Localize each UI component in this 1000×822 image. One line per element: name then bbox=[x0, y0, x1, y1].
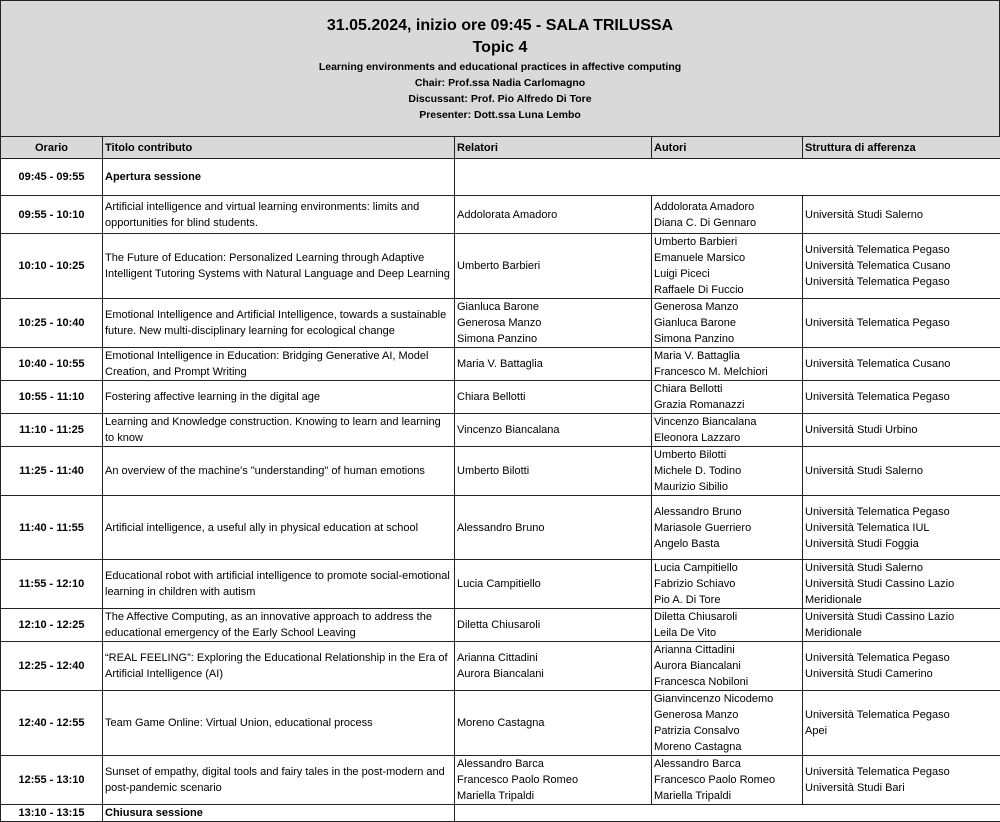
authors-cell-line: Simona Panzino bbox=[654, 331, 800, 347]
authors-cell-line: Generosa Manzo bbox=[654, 299, 800, 315]
authors-cell-line: Maria V. Battaglia bbox=[654, 348, 800, 364]
table-row bbox=[1, 414, 1000, 447]
authors-cell bbox=[652, 196, 803, 234]
table-row bbox=[1, 196, 1000, 234]
title-cell: Sunset of empathy, digital tools and fairy tales in the post-modern and post-pandemic scenario bbox=[103, 756, 455, 805]
speakers-cell bbox=[455, 609, 652, 642]
authors-cell-line: Gianluca Barone bbox=[654, 315, 800, 331]
speakers-cell bbox=[455, 691, 652, 756]
table-row bbox=[1, 691, 1000, 756]
speakers-cell-line: Aurora Biancalani bbox=[457, 666, 649, 682]
authors-cell-line: Diletta Chiusaroli bbox=[654, 609, 800, 625]
affiliation-cell-line: Università Telematica IUL bbox=[805, 520, 998, 536]
affiliation-cell bbox=[803, 642, 1000, 691]
table-row bbox=[1, 609, 1000, 642]
authors-cell-line: Aurora Biancalani bbox=[654, 658, 800, 674]
table-row bbox=[1, 756, 1000, 805]
speakers-cell-line: Simona Panzino bbox=[457, 331, 649, 347]
affiliation-cell bbox=[803, 381, 1000, 414]
time-cell: 12:10 - 12:25 bbox=[1, 609, 103, 642]
affiliation-cell-line: Università Telematica Pegaso bbox=[805, 504, 998, 520]
session-marker-cell: Chiusura sessione bbox=[103, 805, 455, 822]
time-cell: 12:40 - 12:55 bbox=[1, 691, 103, 756]
speakers-cell-line: Alessandro Barca bbox=[457, 756, 649, 772]
table-row bbox=[1, 234, 1000, 299]
authors-cell bbox=[652, 691, 803, 756]
authors-cell-line: Vincenzo Biancalana bbox=[654, 414, 800, 430]
column-header-autori: Autori bbox=[652, 137, 803, 159]
table-row bbox=[1, 642, 1000, 691]
chair-line: Chair: Prof.ssa Nadia Carlomagno bbox=[1, 77, 999, 89]
speakers-cell bbox=[455, 560, 652, 609]
authors-cell-line: Francesca Nobiloni bbox=[654, 674, 800, 690]
authors-cell-line: Maurizio Sibilio bbox=[654, 479, 800, 495]
affiliation-cell-line: Università Studi Salerno bbox=[805, 560, 998, 576]
authors-cell bbox=[652, 447, 803, 496]
table-row bbox=[1, 560, 1000, 609]
time-cell: 09:45 - 09:55 bbox=[1, 159, 103, 196]
speakers-cell-line: Umberto Barbieri bbox=[457, 258, 649, 274]
speakers-cell bbox=[455, 447, 652, 496]
affiliation-cell-line: Apei bbox=[805, 723, 998, 739]
affiliation-cell-line: Università Telematica Pegaso bbox=[805, 315, 998, 331]
speakers-cell-line: Moreno Castagna bbox=[457, 715, 649, 731]
authors-cell bbox=[652, 348, 803, 381]
speakers-cell bbox=[455, 381, 652, 414]
authors-cell-line: Umberto Bilotti bbox=[654, 447, 800, 463]
affiliation-cell-line: Meridionale bbox=[805, 592, 998, 608]
time-cell: 13:10 - 13:15 bbox=[1, 805, 103, 822]
speakers-cell-line: Addolorata Amadoro bbox=[457, 207, 649, 223]
session-marker-cell: Apertura sessione bbox=[103, 159, 455, 196]
time-cell: 10:55 - 11:10 bbox=[1, 381, 103, 414]
authors-cell-line: Alessandro Barca bbox=[654, 756, 800, 772]
table-row bbox=[1, 159, 1000, 196]
speakers-cell-line: Lucia Campitiello bbox=[457, 576, 649, 592]
title-cell: Artificial intelligence and virtual learning environments: limits and opportunities for blind students. bbox=[103, 196, 455, 234]
time-cell: 11:40 - 11:55 bbox=[1, 496, 103, 560]
table-row bbox=[1, 805, 1000, 822]
affiliation-cell-line: Università Telematica Pegaso bbox=[805, 242, 998, 258]
authors-cell-line: Moreno Castagna bbox=[654, 739, 800, 755]
authors-cell-line: Chiara Bellotti bbox=[654, 381, 800, 397]
authors-cell-line: Lucia Campitiello bbox=[654, 560, 800, 576]
affiliation-cell-line: Università Telematica Pegaso bbox=[805, 389, 998, 405]
speakers-cell bbox=[455, 234, 652, 299]
column-header-relatori: Relatori bbox=[455, 137, 652, 159]
affiliation-cell-line: Università Studi Cassino Lazio bbox=[805, 576, 998, 592]
authors-cell-line: Grazia Romanazzi bbox=[654, 397, 800, 413]
speakers-cell-line: Maria V. Battaglia bbox=[457, 356, 649, 372]
speakers-cell bbox=[455, 196, 652, 234]
column-header-struttura: Struttura di afferenza bbox=[803, 137, 1000, 159]
authors-cell-line: Michele D. Todino bbox=[654, 463, 800, 479]
affiliation-cell bbox=[803, 496, 1000, 560]
table-row bbox=[1, 299, 1000, 348]
authors-cell-line: Arianna Cittadini bbox=[654, 642, 800, 658]
authors-cell bbox=[652, 234, 803, 299]
speakers-cell-line: Gianluca Barone bbox=[457, 299, 649, 315]
affiliation-cell bbox=[803, 560, 1000, 609]
title-cell: An overview of the machine's "understanding" of human emotions bbox=[103, 447, 455, 496]
speakers-cell bbox=[455, 496, 652, 560]
speakers-cell-line: Arianna Cittadini bbox=[457, 650, 649, 666]
table-row bbox=[1, 381, 1000, 414]
title-cell: Emotional Intelligence and Artificial Intelligence, towards a sustainable future. New multi-disciplinary learning for ecological change bbox=[103, 299, 455, 348]
affiliation-cell-line: Università Studi Foggia bbox=[805, 536, 998, 552]
title-cell: The Future of Education: Personalized Learning through Adaptive Intelligent Tutoring Systems with Natural Language and Deep Learning bbox=[103, 234, 455, 299]
table-header-row bbox=[1, 137, 1000, 159]
affiliation-cell-line: Università Telematica Cusano bbox=[805, 258, 998, 274]
affiliation-cell-line: Università Telematica Pegaso bbox=[805, 650, 998, 666]
schedule-table-body bbox=[1, 137, 1000, 822]
table-row bbox=[1, 496, 1000, 560]
table-row bbox=[1, 348, 1000, 381]
topic-title: Topic 4 bbox=[1, 39, 999, 57]
authors-cell bbox=[652, 642, 803, 691]
column-header-titolo: Titolo contributo bbox=[103, 137, 455, 159]
authors-cell-line: Generosa Manzo bbox=[654, 707, 800, 723]
time-cell: 10:25 - 10:40 bbox=[1, 299, 103, 348]
speakers-cell bbox=[455, 348, 652, 381]
time-cell: 11:25 - 11:40 bbox=[1, 447, 103, 496]
authors-cell-line: Francesco Paolo Romeo bbox=[654, 772, 800, 788]
affiliation-cell bbox=[803, 609, 1000, 642]
title-cell: “REAL FEELING”: Exploring the Educational Relationship in the Era of Artificial Intelligence (AI) bbox=[103, 642, 455, 691]
affiliation-cell bbox=[803, 348, 1000, 381]
authors-cell bbox=[652, 609, 803, 642]
affiliation-cell-line: Università Studi Camerino bbox=[805, 666, 998, 682]
time-cell: 11:55 - 12:10 bbox=[1, 560, 103, 609]
affiliation-cell-line: Università Telematica Pegaso bbox=[805, 764, 998, 780]
authors-cell-line: Umberto Barbieri bbox=[654, 234, 800, 250]
time-cell: 10:10 - 10:25 bbox=[1, 234, 103, 299]
table-row bbox=[1, 447, 1000, 496]
speakers-cell-line: Alessandro Bruno bbox=[457, 520, 649, 536]
time-cell: 09:55 - 10:10 bbox=[1, 196, 103, 234]
speakers-cell-line: Generosa Manzo bbox=[457, 315, 649, 331]
column-header-orario: Orario bbox=[1, 137, 103, 159]
speakers-cell bbox=[455, 299, 652, 348]
speakers-cell-line: Chiara Bellotti bbox=[457, 389, 649, 405]
authors-cell-line: Alessandro Bruno bbox=[654, 504, 800, 520]
affiliation-cell bbox=[803, 414, 1000, 447]
affiliation-cell-line: Università Studi Cassino Lazio bbox=[805, 609, 998, 625]
presenter-line: Presenter: Dott.ssa Luna Lembo bbox=[1, 109, 999, 121]
affiliation-cell-line: Università Telematica Pegaso bbox=[805, 707, 998, 723]
authors-cell bbox=[652, 496, 803, 560]
empty-span-cell bbox=[455, 805, 1000, 822]
authors-cell-line: Addolorata Amadoro bbox=[654, 199, 800, 215]
authors-cell-line: Mariasole Guerriero bbox=[654, 520, 800, 536]
authors-cell-line: Diana C. Di Gennaro bbox=[654, 215, 800, 231]
schedule-header bbox=[0, 0, 1000, 137]
authors-cell-line: Raffaele Di Fuccio bbox=[654, 282, 800, 298]
authors-cell-line: Leila De Vito bbox=[654, 625, 800, 641]
title-cell: Fostering affective learning in the digital age bbox=[103, 381, 455, 414]
authors-cell-line: Pio A. Di Tore bbox=[654, 592, 800, 608]
time-cell: 10:40 - 10:55 bbox=[1, 348, 103, 381]
affiliation-cell-line: Università Telematica Pegaso bbox=[805, 274, 998, 290]
schedule-table bbox=[0, 136, 1000, 822]
speakers-cell-line: Umberto Bilotti bbox=[457, 463, 649, 479]
time-cell: 12:25 - 12:40 bbox=[1, 642, 103, 691]
authors-cell bbox=[652, 299, 803, 348]
title-cell: The Affective Computing, as an innovative approach to address the educational emergency of the Early School Leaving bbox=[103, 609, 455, 642]
affiliation-cell-line: Università Studi Urbino bbox=[805, 422, 998, 438]
affiliation-cell-line: Università Studi Salerno bbox=[805, 463, 998, 479]
authors-cell bbox=[652, 756, 803, 805]
speakers-cell-line: Vincenzo Biancalana bbox=[457, 422, 649, 438]
authors-cell bbox=[652, 560, 803, 609]
authors-cell-line: Angelo Basta bbox=[654, 536, 800, 552]
title-cell: Team Game Online: Virtual Union, educational process bbox=[103, 691, 455, 756]
affiliation-cell bbox=[803, 234, 1000, 299]
authors-cell-line: Francesco M. Melchiori bbox=[654, 364, 800, 380]
speakers-cell-line: Francesco Paolo Romeo bbox=[457, 772, 649, 788]
title-cell: Emotional Intelligence in Education: Bridging Generative AI, Model Creation, and Prompt Writing bbox=[103, 348, 455, 381]
speakers-cell bbox=[455, 414, 652, 447]
time-cell: 11:10 - 11:25 bbox=[1, 414, 103, 447]
authors-cell bbox=[652, 414, 803, 447]
authors-cell-line: Fabrizio Schiavo bbox=[654, 576, 800, 592]
affiliation-cell-line: Università Studi Salerno bbox=[805, 207, 998, 223]
affiliation-cell bbox=[803, 447, 1000, 496]
topic-subtitle: Learning environments and educational practices in affective computing bbox=[1, 61, 999, 73]
speakers-cell-line: Mariella Tripaldi bbox=[457, 788, 649, 804]
speakers-cell bbox=[455, 756, 652, 805]
title-cell: Educational robot with artificial intelligence to promote social-emotional learning in children with autism bbox=[103, 560, 455, 609]
speakers-cell bbox=[455, 642, 652, 691]
empty-span-cell bbox=[455, 159, 1000, 196]
affiliation-cell-line: Università Studi Bari bbox=[805, 780, 998, 796]
authors-cell-line: Luigi Piceci bbox=[654, 266, 800, 282]
affiliation-cell bbox=[803, 299, 1000, 348]
authors-cell-line: Mariella Tripaldi bbox=[654, 788, 800, 804]
title-cell: Artificial intelligence, a useful ally in physical education at school bbox=[103, 496, 455, 560]
discussant-line: Discussant: Prof. Pio Alfredo Di Tore bbox=[1, 93, 999, 105]
authors-cell-line: Emanuele Marsico bbox=[654, 250, 800, 266]
authors-cell-line: Eleonora Lazzaro bbox=[654, 430, 800, 446]
affiliation-cell bbox=[803, 691, 1000, 756]
authors-cell-line: Gianvincenzo Nicodemo bbox=[654, 691, 800, 707]
session-date-line: 31.05.2024, inizio ore 09:45 - SALA TRILUSSA bbox=[1, 17, 999, 35]
affiliation-cell bbox=[803, 196, 1000, 234]
authors-cell bbox=[652, 381, 803, 414]
affiliation-cell-line: Meridionale bbox=[805, 625, 998, 641]
time-cell: 12:55 - 13:10 bbox=[1, 756, 103, 805]
affiliation-cell-line: Università Telematica Cusano bbox=[805, 356, 998, 372]
affiliation-cell bbox=[803, 756, 1000, 805]
authors-cell-line: Patrizia Consalvo bbox=[654, 723, 800, 739]
title-cell: Learning and Knowledge construction. Knowing to learn and learning to know bbox=[103, 414, 455, 447]
speakers-cell-line: Diletta Chiusaroli bbox=[457, 617, 649, 633]
